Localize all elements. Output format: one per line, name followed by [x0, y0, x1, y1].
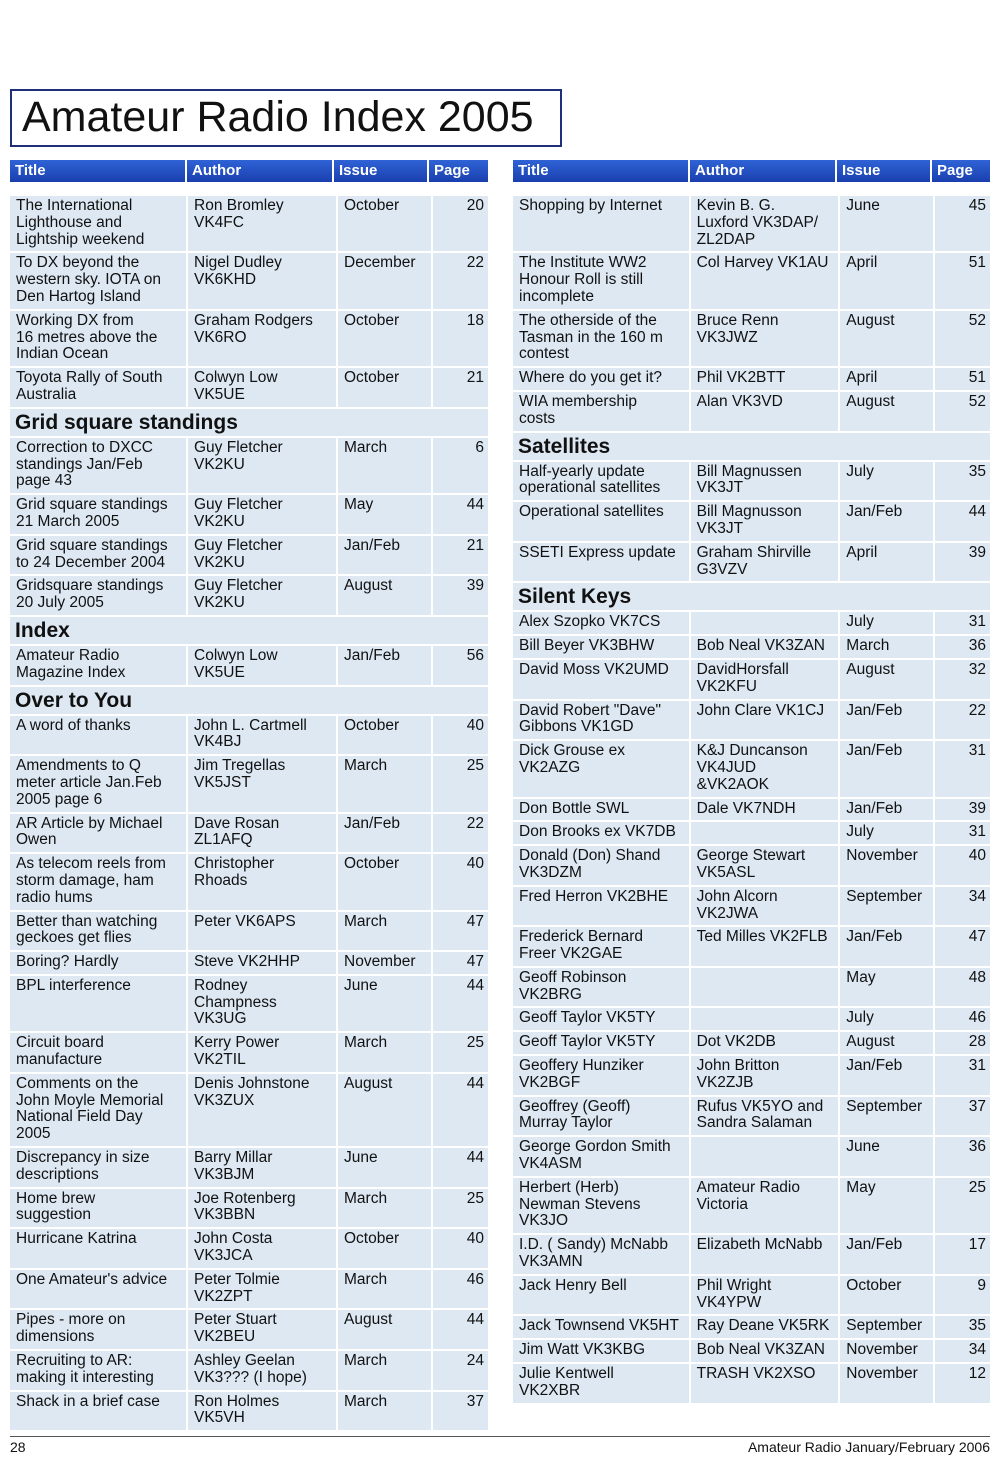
index-row	[10, 1229, 488, 1270]
cell-issue: June	[338, 976, 433, 1031]
cell-author: Bill Magnusson VK3JT	[691, 502, 841, 541]
cell-author: Graham Shirville G3VZV	[691, 543, 841, 582]
cell-page: 47	[968, 928, 986, 946]
cell-issue: April	[840, 253, 935, 308]
index-row	[10, 952, 488, 976]
cell-title: Jim Watt VK3KBG	[513, 1340, 691, 1362]
cell-page: 52	[968, 392, 986, 410]
index-row	[513, 392, 990, 433]
cell-author: Christopher Rhoads	[188, 854, 338, 909]
cell-issue: March	[338, 912, 433, 951]
cell-issue: October	[338, 368, 433, 407]
index-row	[513, 1008, 990, 1032]
index-row	[10, 196, 488, 253]
cell-page: 51	[968, 254, 986, 272]
cell-title: Amateur Radio Magazine Index	[10, 646, 188, 685]
cell-title: Geoff Robinson VK2BRG	[513, 968, 691, 1007]
index-row	[10, 716, 488, 757]
cell-title: One Amateur's advice	[10, 1270, 188, 1309]
index-row	[10, 854, 488, 911]
cell-page: 24	[466, 1352, 484, 1370]
cell-issue: October	[338, 196, 433, 251]
footer-page-number: 28	[10, 1439, 26, 1455]
cell-author: John L. Cartmell VK4BJ	[188, 716, 338, 755]
cell-issue: April	[840, 368, 935, 390]
cell-issue: June	[338, 1148, 433, 1187]
cell-page: 20	[466, 197, 484, 214]
index-row	[10, 495, 488, 536]
cell-issue: July	[840, 462, 935, 501]
cell-author: DavidHorsfall VK2KFU	[691, 660, 841, 699]
cell-issue: October	[338, 1229, 433, 1268]
cell-page: 35	[968, 462, 986, 480]
cell-author: Peter VK6APS	[188, 912, 338, 951]
cell-author: Guy Fletcher VK2KU	[188, 495, 338, 534]
section-heading: Over to You	[10, 687, 488, 716]
cell-title: To DX beyond the western sky. IOTA on Den Hartog Island	[10, 253, 188, 308]
cell-title: The otherside of the Tasman in the 160 m contest	[513, 311, 691, 366]
cell-page: 44	[466, 976, 484, 994]
cell-title: Geoff Taylor VK5TY	[513, 1008, 691, 1030]
cell-title: Grid square standings to 24 December 2004	[10, 536, 188, 575]
cell-issue: Jan/Feb	[840, 502, 935, 541]
index-row	[513, 502, 990, 543]
cell-page: 31	[968, 613, 986, 631]
cell-issue: March	[840, 636, 935, 658]
cell-issue: October	[338, 716, 433, 755]
cell-author: Rufus VK5YO and Sandra Salaman	[691, 1097, 841, 1136]
cell-author: Jim Tregellas VK5JST	[188, 756, 338, 811]
cell-page: 51	[968, 369, 986, 387]
cell-issue: August	[338, 576, 433, 615]
cell-issue: Jan/Feb	[840, 1056, 935, 1095]
cell-title: Frederick Bernard Freer VK2GAE	[513, 927, 691, 966]
cell-issue: April	[840, 543, 935, 582]
cell-page: 44	[968, 503, 986, 521]
cell-title: Pipes - more on dimensions	[10, 1310, 188, 1349]
cell-author: Peter Tolmie VK2ZPT	[188, 1270, 338, 1309]
index-row	[10, 368, 488, 409]
cell-title: WIA membership costs	[513, 392, 691, 431]
cell-issue: September	[840, 887, 935, 926]
cell-title: Geoffery Hunziker VK2BGF	[513, 1056, 691, 1095]
index-row	[513, 311, 990, 368]
cell-issue: November	[840, 1340, 935, 1362]
index-row	[10, 1074, 488, 1148]
index-row	[10, 976, 488, 1033]
cell-author: John Alcorn VK2JWA	[691, 887, 841, 926]
cell-title: As telecom reels from storm damage, ham radio hums	[10, 854, 188, 909]
cell-title: Julie Kentwell VK2XBR	[513, 1364, 691, 1403]
cell-page: 25	[466, 757, 484, 775]
index-row	[513, 543, 990, 584]
left-index-rows	[10, 196, 488, 1432]
page-title-box	[10, 89, 562, 147]
cell-author: TRASH VK2XSO	[691, 1364, 841, 1403]
cell-title: Better than watching geckoes get flies	[10, 912, 188, 951]
cell-title: Boring? Hardly	[10, 952, 188, 974]
cell-author: Joe Rotenberg VK3BBN	[188, 1189, 338, 1228]
cell-title: Where do you get it?	[513, 368, 691, 390]
cell-author: Bruce Renn VK3JWZ	[691, 311, 841, 366]
cell-page: 47	[466, 912, 484, 930]
cell-page: 31	[968, 1057, 986, 1075]
cell-author	[691, 612, 841, 634]
header-author: Author	[690, 160, 835, 182]
index-row	[513, 1276, 990, 1317]
cell-author: Col Harvey VK1AU	[691, 253, 841, 308]
cell-issue: Jan/Feb	[840, 927, 935, 966]
index-row	[513, 1235, 990, 1276]
cell-author: Kerry Power VK2TIL	[188, 1033, 338, 1072]
index-row	[10, 438, 488, 495]
header-title: Title	[513, 160, 688, 182]
index-row	[513, 968, 990, 1009]
cell-issue: Jan/Feb	[338, 536, 433, 575]
index-row	[10, 576, 488, 617]
index-row	[10, 814, 488, 855]
index-row	[513, 741, 990, 798]
cell-issue: November	[338, 952, 433, 974]
cell-issue: October	[338, 854, 433, 909]
cell-author: Dot VK2DB	[691, 1032, 841, 1054]
cell-issue: November	[840, 1364, 935, 1403]
cell-page: 40	[466, 1230, 484, 1248]
cell-title: A word of thanks	[10, 716, 188, 755]
header-issue: Issue	[837, 160, 930, 182]
cell-author: Bill Magnussen VK3JT	[691, 462, 841, 501]
cell-issue: August	[840, 311, 935, 366]
cell-issue: October	[338, 311, 433, 366]
cell-author: Elizabeth McNabb	[691, 1235, 841, 1274]
index-row	[513, 660, 990, 701]
cell-title: The International Lighthouse and Lightship weekend	[10, 196, 188, 251]
cell-title: Don Bottle SWL	[513, 799, 691, 821]
cell-title: Comments on the John Moyle Memorial National Field Day 2005	[10, 1074, 188, 1146]
cell-page: 46	[968, 1009, 986, 1027]
cell-title: George Gordon Smith VK4ASM	[513, 1137, 691, 1176]
cell-title: David Robert "Dave" Gibbons VK1GD	[513, 701, 691, 740]
index-row	[513, 636, 990, 660]
cell-issue: March	[338, 1270, 433, 1309]
index-row	[513, 927, 990, 968]
cell-page: 40	[466, 716, 484, 734]
right-index-column	[513, 160, 990, 1405]
cell-author: Bob Neal VK3ZAN	[691, 636, 841, 658]
index-row	[10, 1392, 488, 1433]
cell-author: John Clare VK1CJ	[691, 701, 841, 740]
cell-issue: July	[840, 822, 935, 844]
index-row	[10, 756, 488, 813]
cell-title: Toyota Rally of South Australia	[10, 368, 188, 407]
cell-title: Herbert (Herb) Newman Stevens VK3JO	[513, 1178, 691, 1233]
index-row	[10, 311, 488, 368]
cell-page: 31	[968, 823, 986, 841]
cell-page: 37	[466, 1392, 484, 1410]
cell-author: Steve VK2HHP	[188, 952, 338, 974]
cell-page: 44	[466, 1074, 484, 1092]
cell-issue: October	[840, 1276, 935, 1315]
cell-issue: March	[338, 438, 433, 493]
header-title: Title	[10, 160, 185, 182]
cell-issue: Jan/Feb	[338, 814, 433, 853]
cell-author: Peter Stuart VK2BEU	[188, 1310, 338, 1349]
cell-title: Operational satellites	[513, 502, 691, 541]
cell-author: Guy Fletcher VK2KU	[188, 438, 338, 493]
cell-author: Ted Milles VK2FLB	[691, 927, 841, 966]
cell-page: 36	[968, 1138, 986, 1156]
cell-title: Jack Henry Bell	[513, 1276, 691, 1315]
header-issue: Issue	[334, 160, 427, 182]
section-heading: Index	[10, 617, 488, 646]
footer-publication: Amateur Radio January/February 2006	[747, 1439, 990, 1455]
cell-page: 22	[466, 814, 484, 832]
index-row	[513, 1364, 990, 1405]
cell-page: 40	[466, 855, 484, 873]
right-header-row	[513, 160, 990, 182]
cell-issue: June	[840, 1137, 935, 1176]
index-row	[513, 1316, 990, 1340]
cell-page: 48	[968, 968, 986, 986]
cell-issue: September	[840, 1097, 935, 1136]
cell-page: 21	[466, 369, 484, 387]
cell-title: Hurricane Katrina	[10, 1229, 188, 1268]
cell-page: 46	[466, 1270, 484, 1288]
cell-title: AR Article by Michael Owen	[10, 814, 188, 853]
cell-page: 34	[968, 887, 986, 905]
cell-author: Guy Fletcher VK2KU	[188, 536, 338, 575]
index-row	[513, 612, 990, 636]
cell-issue: March	[338, 1033, 433, 1072]
cell-author: Bob Neal VK3ZAN	[691, 1340, 841, 1362]
cell-title: Home brew suggestion	[10, 1189, 188, 1228]
cell-issue: August	[338, 1310, 433, 1349]
cell-author: Rodney Champness VK3UG	[188, 976, 338, 1031]
cell-page: 56	[466, 646, 484, 664]
cell-issue: September	[840, 1316, 935, 1338]
cell-title: Bill Beyer VK3BHW	[513, 636, 691, 658]
cell-title: I.D. ( Sandy) McNabb VK3AMN	[513, 1235, 691, 1274]
index-row	[513, 887, 990, 928]
cell-issue: March	[338, 756, 433, 811]
index-row	[10, 1033, 488, 1074]
cell-page: 40	[968, 847, 986, 865]
cell-page: 25	[466, 1034, 484, 1052]
index-row	[513, 1178, 990, 1235]
cell-issue: Jan/Feb	[840, 741, 935, 796]
cell-page: 12	[968, 1365, 986, 1383]
header-page: Page	[429, 160, 488, 182]
cell-author: Alan VK3VD	[691, 392, 841, 431]
cell-author: Phil Wright VK4YPW	[691, 1276, 841, 1315]
cell-author	[691, 822, 841, 844]
cell-author: John Britton VK2ZJB	[691, 1056, 841, 1095]
cell-page: 45	[968, 197, 986, 214]
cell-title: The Institute WW2 Honour Roll is still incomplete	[513, 253, 691, 308]
cell-author: Barry Millar VK3BJM	[188, 1148, 338, 1187]
cell-issue: Jan/Feb	[840, 1235, 935, 1274]
index-row	[513, 1340, 990, 1364]
cell-page: 39	[466, 577, 484, 595]
index-row	[10, 1148, 488, 1189]
cell-page: 39	[968, 799, 986, 817]
cell-author: George Stewart VK5ASL	[691, 846, 841, 885]
cell-title: Alex Szopko VK7CS	[513, 612, 691, 634]
cell-page: 44	[466, 496, 484, 514]
cell-author: Nigel Dudley VK6KHD	[188, 253, 338, 308]
cell-title: Geoffrey (Geoff) Murray Taylor	[513, 1097, 691, 1136]
index-row	[513, 701, 990, 742]
cell-title: Shack in a brief case	[10, 1392, 188, 1431]
cell-page: 22	[968, 701, 986, 719]
cell-issue: August	[338, 1074, 433, 1146]
index-row	[10, 1310, 488, 1351]
cell-author: Graham Rodgers VK6RO	[188, 311, 338, 366]
cell-page: 37	[968, 1097, 986, 1115]
index-row	[513, 1032, 990, 1056]
cell-issue: March	[338, 1392, 433, 1431]
index-row	[513, 822, 990, 846]
cell-title: Discrepancy in size descriptions	[10, 1148, 188, 1187]
index-row	[513, 368, 990, 392]
cell-title: Shopping by Internet	[513, 196, 691, 251]
cell-page: 28	[968, 1033, 986, 1051]
index-row	[513, 253, 990, 310]
cell-author	[691, 1137, 841, 1176]
cell-issue: May	[840, 1178, 935, 1233]
cell-issue: July	[840, 612, 935, 634]
cell-issue: December	[338, 253, 433, 308]
cell-page: 39	[968, 543, 986, 561]
cell-page: 32	[968, 660, 986, 678]
index-row	[513, 846, 990, 887]
index-row	[513, 1097, 990, 1138]
cell-title: Circuit board manufacture	[10, 1033, 188, 1072]
cell-author: Amateur Radio Victoria	[691, 1178, 841, 1233]
cell-issue: Jan/Feb	[840, 701, 935, 740]
section-heading: Grid square standings	[10, 409, 488, 438]
cell-author: Dale VK7NDH	[691, 799, 841, 821]
cell-page: 52	[968, 311, 986, 329]
cell-issue: Jan/Feb	[840, 799, 935, 821]
index-row	[10, 646, 488, 687]
cell-title: Recruiting to AR: making it interesting	[10, 1351, 188, 1390]
cell-author: Ron Bromley VK4FC	[188, 196, 338, 251]
cell-author: John Costa VK3JCA	[188, 1229, 338, 1268]
index-row	[10, 912, 488, 953]
cell-issue: May	[840, 968, 935, 1007]
cell-page: 9	[977, 1276, 986, 1294]
cell-issue: March	[338, 1351, 433, 1390]
cell-page: 21	[466, 536, 484, 554]
cell-title: Gridsquare standings 20 July 2005	[10, 576, 188, 615]
cell-title: Fred Herron VK2BHE	[513, 887, 691, 926]
cell-title: Dick Grouse ex VK2AZG	[513, 741, 691, 796]
index-row	[10, 536, 488, 577]
cell-title: Geoff Taylor VK5TY	[513, 1032, 691, 1054]
left-index-column	[10, 160, 488, 1432]
cell-page: 31	[968, 742, 986, 760]
cell-title: Amendments to Q meter article Jan.Feb 2005 page 6	[10, 756, 188, 811]
header-author: Author	[187, 160, 332, 182]
index-row	[10, 1351, 488, 1392]
cell-author: Ron Holmes VK5VH	[188, 1392, 338, 1431]
cell-title: BPL interference	[10, 976, 188, 1031]
cell-issue: May	[338, 495, 433, 534]
cell-page: 25	[466, 1189, 484, 1207]
cell-author: K&J Duncanson VK4JUD &VK2AOK	[691, 741, 841, 796]
index-row	[10, 1189, 488, 1230]
cell-issue: June	[840, 196, 935, 251]
cell-title: Working DX from 16 metres above the Indian Ocean	[10, 311, 188, 366]
cell-page: 35	[968, 1317, 986, 1335]
cell-page: 44	[466, 1149, 484, 1167]
cell-author: Kevin B. G. Luxford VK3DAP/ ZL2DAP	[691, 196, 841, 251]
cell-issue: Jan/Feb	[338, 646, 433, 685]
cell-issue: March	[338, 1189, 433, 1228]
cell-issue: July	[840, 1008, 935, 1030]
cell-author: Dave Rosan ZL1AFQ	[188, 814, 338, 853]
index-row	[10, 1270, 488, 1311]
index-row	[513, 462, 990, 503]
cell-title: Jack Townsend VK5HT	[513, 1316, 691, 1338]
cell-title: Donald (Don) Shand VK3DZM	[513, 846, 691, 885]
index-row	[513, 1056, 990, 1097]
cell-author: Colwyn Low VK5UE	[188, 646, 338, 685]
cell-author: Guy Fletcher VK2KU	[188, 576, 338, 615]
cell-issue: August	[840, 1032, 935, 1054]
cell-page: 44	[466, 1311, 484, 1329]
cell-author: Colwyn Low VK5UE	[188, 368, 338, 407]
cell-page: 36	[968, 637, 986, 655]
index-row	[513, 799, 990, 823]
cell-author	[691, 968, 841, 1007]
cell-title: Half-yearly update operational satellites	[513, 462, 691, 501]
cell-author: Ray Deane VK5RK	[691, 1316, 841, 1338]
section-heading: Silent Keys	[513, 583, 990, 612]
cell-title: Don Brooks ex VK7DB	[513, 822, 691, 844]
cell-page: 34	[968, 1341, 986, 1359]
cell-title: Correction to DXCC standings Jan/Feb page 43	[10, 438, 188, 493]
cell-author: Denis Johnstone VK3ZUX	[188, 1074, 338, 1146]
page-title: Amateur Radio Index 2005	[22, 93, 534, 141]
cell-title: David Moss VK2UMD	[513, 660, 691, 699]
cell-issue: August	[840, 660, 935, 699]
cell-author: Phil VK2BTT	[691, 368, 841, 390]
cell-issue: November	[840, 846, 935, 885]
cell-page: 18	[466, 311, 484, 329]
cell-title: SSETI Express update	[513, 543, 691, 582]
cell-author	[691, 1008, 841, 1030]
index-row	[513, 1137, 990, 1178]
right-index-rows	[513, 196, 990, 1405]
cell-page: 22	[466, 254, 484, 272]
cell-issue: August	[840, 392, 935, 431]
cell-page: 25	[968, 1178, 986, 1196]
index-row	[10, 253, 488, 310]
cell-page: 17	[968, 1236, 986, 1254]
left-header-row	[10, 160, 488, 182]
header-page: Page	[932, 160, 990, 182]
page-footer	[10, 1436, 990, 1457]
cell-page: 47	[466, 953, 484, 971]
section-heading: Satellites	[513, 433, 990, 462]
cell-page: 6	[475, 438, 484, 456]
cell-title: Grid square standings 21 March 2005	[10, 495, 188, 534]
index-row	[513, 196, 990, 253]
cell-author: Ashley Geelan VK3??? (I hope)	[188, 1351, 338, 1390]
